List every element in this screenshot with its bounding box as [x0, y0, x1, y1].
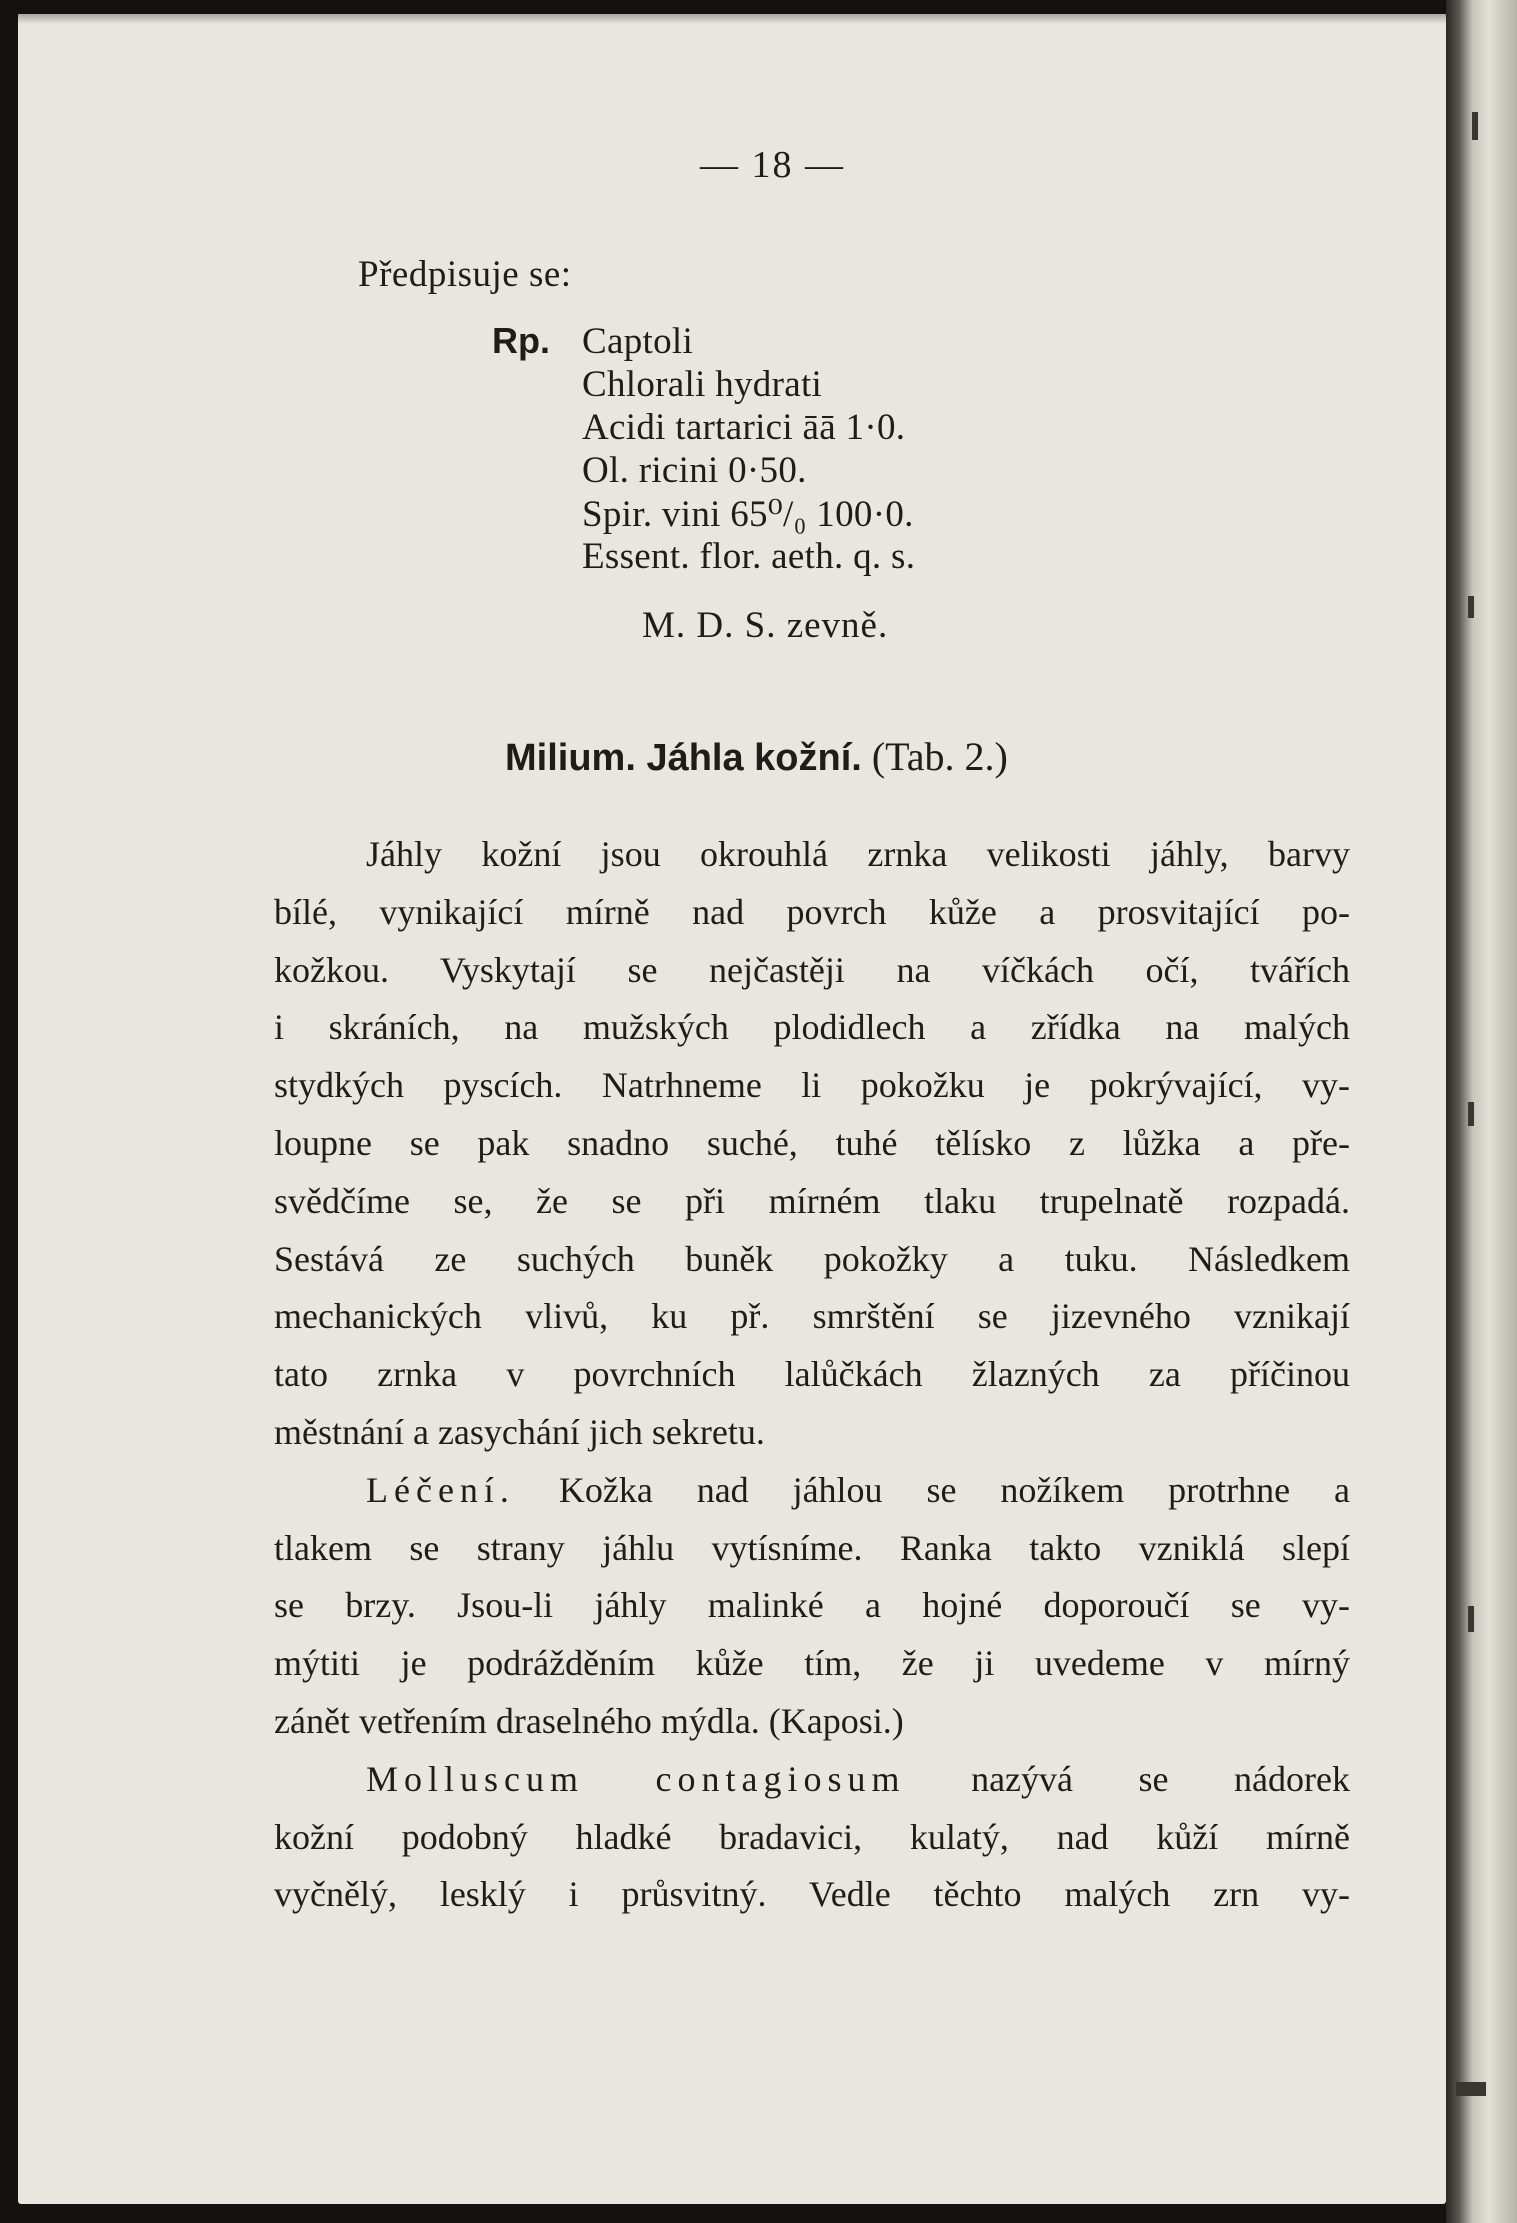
prescription-ingredient: Ol. ricini 0·50. — [582, 450, 807, 491]
paragraph-lead: Molluscum contagiosum — [366, 1758, 906, 1799]
paragraph-line: městnání a zasychání jich sekretu. — [274, 1411, 765, 1452]
prescription-rp: Rp. — [492, 320, 550, 361]
prescription-signa: M. D. S. zevně. — [642, 605, 889, 646]
section-table-ref: (Tab. 2.) — [871, 734, 1008, 779]
paragraph-lead: Léčení. — [366, 1469, 515, 1510]
paragraph-line: kožkou. Vyskytají se nejčastěji na víčkách očí, tvářích — [274, 949, 1350, 990]
page-number: — 18 — — [700, 144, 845, 186]
paragraph-line: i skráních, na mužských plodidlech a zřídka na malých — [274, 1007, 1350, 1048]
spine-mark — [1468, 596, 1474, 618]
paragraph-line: se brzy. Jsou-li jáhly malinké a hojné doporoučí se vy- — [274, 1585, 1350, 1626]
paragraph-line: Sestává ze suchých buněk pokožky a tuku. Následkem — [274, 1238, 1350, 1279]
paragraph-line: vyčnělý, lesklý i průsvitný. Vedle těchto malých zrn vy- — [274, 1874, 1350, 1915]
spine-mark — [1468, 1606, 1474, 1632]
paragraph-line: stydkých pyscích. Natrhneme li pokožku je pokrývající, vy- — [274, 1065, 1350, 1106]
prescription-ingredient: Acidi tartarici āā 1·0. — [582, 407, 906, 448]
paragraph-line: tlakem se strany jáhlu vytísníme. Ranka takto vzniklá slepí — [274, 1527, 1350, 1568]
paragraph-line-rest: nazývá se nádorek — [971, 1758, 1351, 1799]
prescription-ingredient: Captoli — [582, 321, 694, 362]
paragraph-line: mýtiti je podrážděním kůže tím, že ji uvedeme v mírný — [274, 1643, 1350, 1684]
paragraph-line: mechanických vlivů, ku př. smrštění se jizevného vznikají — [274, 1296, 1350, 1337]
paragraph-line: Jáhly kožní jsou okrouhlá zrnka velikosti jáhly, barvy — [366, 834, 1350, 874]
paragraph-line: loupne se pak snadno suché, tuhé tělísko z lůžka a pře- — [274, 1122, 1350, 1163]
spine-mark — [1472, 112, 1478, 140]
spine-mark — [1468, 1102, 1474, 1126]
paragraph-line: svědčíme se, že se při mírném tlaku trupelnatě rozpadá. — [274, 1180, 1350, 1221]
paragraph-line-rest: Kožka nad jáhlou se nožíkem protrhne a — [558, 1469, 1351, 1510]
section-title: Milium. Jáhla kožní. — [505, 737, 862, 779]
prescription-ingredient: Chlorali hydrati — [582, 364, 823, 405]
prescription-ingredient: Spir. vini 65⁰/₀ 100·0. — [582, 494, 914, 535]
paragraph-line: bílé, vynikající mírně nad povrch kůže a prosvitající po- — [274, 891, 1350, 932]
paragraph-line — [274, 1751, 1350, 1809]
body-text — [274, 826, 1350, 1924]
book-spine — [1446, 0, 1517, 2223]
paragraph-line: zánět vetřením draselného mýdla. (Kaposi.) — [274, 1700, 904, 1741]
spine-mark — [1456, 2082, 1486, 2096]
page-top-shadow — [18, 14, 1446, 24]
paragraph-line: kožní podobný hladké bradavici, kulatý, nad kůží mírně — [274, 1816, 1350, 1857]
paragraph-line — [274, 1462, 1350, 1520]
section-heading — [505, 733, 1008, 780]
prescription-intro: Předpisuje se: — [358, 254, 572, 295]
prescription-ingredient: Essent. flor. aeth. q. s. — [582, 536, 916, 577]
paragraph-line: tato zrnka v povrchních lalůčkách žlazných za příčinou — [274, 1354, 1350, 1395]
